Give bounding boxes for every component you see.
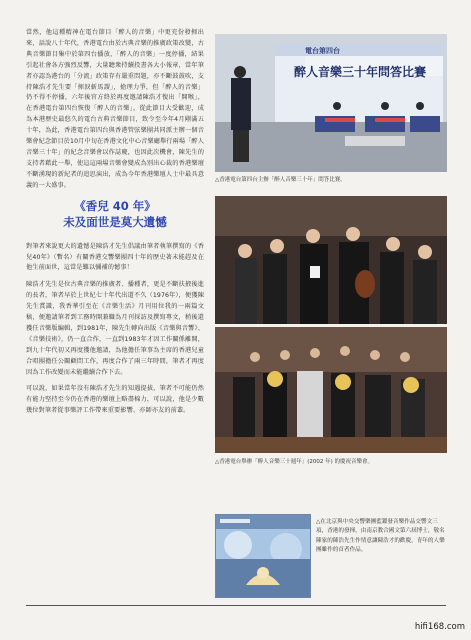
album-cover-image [216, 515, 310, 597]
watermark: hifi168.com [414, 622, 465, 632]
paragraph-2: 陳浩才先生是位古典音樂的推廣者、播種者，更是不斷扶掖後進的長者，筆者早於上世紀七十年代出道不久（1976年），便獲陳先生賞識，我香華引至在《音樂生活》月刊用位我的一兩篇文稿，便邀請筆者到工務時開兼職為月刊採訪及撰寫專文，稍後還獲任音樂版編輯，到1981年，陳先生轉向出版《音樂與音響》、《音樂技術》，仍一直合作，一直到1983年才因工作關係離開，到九十年代初又再度獲他邀請，為他擔任筆事為主席的香港兒童合唱團擔任公關顧問工作，再度合作了兩三年時間，筆者才再度因為工作改變而未能繼續合作下去。 [26, 281, 204, 376]
album-cover [215, 514, 311, 598]
heading-line2: 未及面世是莫大遺憾 [63, 214, 167, 229]
paragraph-intro: 當然，他這種精神在電台節目「醉人的音樂」中更充份發揮出來，話說八十年代，香港電台由於古典音樂的推廣政策改變，古典音樂節目集中於第四台播放，「醉人的音樂」一度停播，結果引起社會各方強烈反響，大量聽衆持續投書各大小報章，當年筆者亦認為港台的「分流」政策存有嚴重問題，亦不斷鼓鼓吹，支持陳浩才先生要「揮淚斬馬謖」，搶理力爭，但「醉人的音樂」仍不得不停播，六年後官方終於再度邀請陳浩才復出「開喉」，在香港電台第四台恢復「醉人的音樂」，從此節目大受歡迎，成為本港歷史最悠久的電台古典音樂節目，致令至今年4月剛滿五十年，為此，香港電台第四台與香港管弦樂團共同派主辦一個音樂會紀念節目於10月中旬在香港文化中心音樂廳舉行兩場「醉人音樂三十年」的紀念音樂會以作誌慶，也因此次機會，陳先生的支持者藉此一舉，使這這兩場音樂會變成為別出心裁的香港樂壇不斷湧現的新紀者的追思演出，成為今年香港樂壇人士中最具意義的一大盛事。 [26, 29, 204, 189]
photo1-banner-line2: 醉人音樂三十年問答比賽 [293, 65, 426, 79]
concert-stage-image-1 [215, 196, 447, 324]
left-column [26, 28, 204, 423]
heading-line1: 《香兒 40 年》 [74, 198, 156, 213]
photo3-caption: △在北京與中央交響樂團藍鑑發音樂作品交響文三項，香港的發揮，由南京教合國文第六屆博士，敬名陳家的陳浩先生作情意讓陳浩才的歡慶，青年的人樂團雖作的首者作品。 [316, 519, 445, 554]
concert-stage-image-2 [215, 327, 447, 453]
paragraph-3: 可以說，如果當年沒有陳浩才先生的知遇提拔，筆者不可能仍然有能力堅持至今仍在香港的樂壇上略盡棉力，可以說，他是少數幾位對筆者從事樂評工作帶來重要影響、亦師亦友的前輩。 [26, 385, 204, 415]
photo-anniversary-concert-1 [215, 196, 447, 324]
paragraph-1: 對筆者來說更大的遺憾是陳浩才先生倡議由筆者執筆撰寫的《香兒40年》（暫名）有關香港交響樂團四十年的歷史著未能趕及在他生前面世，這當是難以彌補的憾事！ [26, 242, 204, 272]
photo1-banner-line1: 電台第四台 [305, 47, 340, 55]
photo-anniversary-concert-2 [215, 327, 447, 453]
photo1-caption: △香港電台第四台主辦「醉人音樂三十年」問答比賽。 [215, 177, 346, 183]
photo-quiz-contest [215, 34, 447, 172]
section-heading [26, 198, 204, 230]
photo2-caption: △香港電台舉辦「醉人音樂三十週年」(2002 年) 的慶祝音樂會。 [215, 459, 374, 465]
footer-divider [26, 605, 446, 606]
